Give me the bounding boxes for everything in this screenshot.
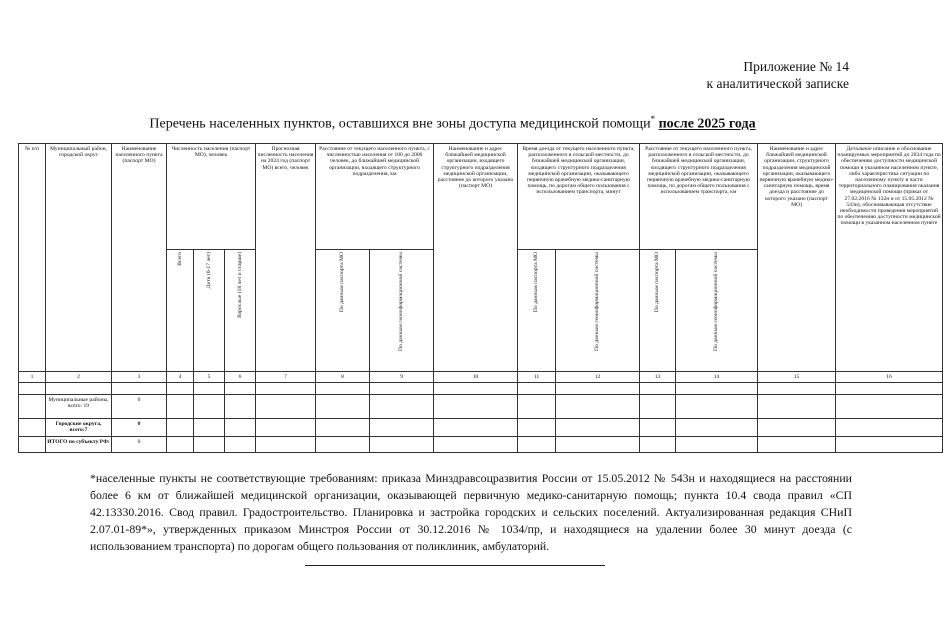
- column-number-row: [19, 372, 943, 383]
- page-title: [0, 114, 905, 133]
- row-value-total: 0: [112, 436, 167, 452]
- col-number: 8: [316, 372, 370, 383]
- footnote-text: *населенные пункты не соответствующие требованиям: приказа Минздравсоцразвития России от 15.05.2012 № 543н и находящиеся на расстоянии более 6 км от ближайшей медицинской организации, оказывающей первичную медико-санитарную помощь; пункта 10.4 свода правил «СП 42.13330.2016. Свод правил. Градостроительство. Планировка и застройка городских и сельских поселений. Актуализированная редакция СНиП 2.07.01-89*», утвержденных приказом Минстроя России от 30.12.2016 № 1034/пр, и находящиеся на удалении более 30 минут доезда (с использованием транспорта) по дорогам общего пользования от поликлиник, амбулаторий.: [90, 471, 852, 553]
- table-row: [19, 436, 943, 452]
- col-number: 2: [46, 372, 112, 383]
- col-header-measures: Детальное описание и обоснование планируемых мероприятий до 2034 года по обеспечению доступности медицинской помощи в указанном населенном пункте, либо характеристика ситуации по населенному пункту в части территориального планирования оказания медицинской помощи (приказ от 27.02.2016 № 132н и от 15.05.2012 № 543н), обосновывающая отсутствие необходимости проведения мероприятий по обеспечению доступности медицинской помощи в указанном населенном пункте: [836, 144, 943, 372]
- col-number: 9: [370, 372, 434, 383]
- col-number: 14: [676, 372, 758, 383]
- col-number: 12: [556, 372, 640, 383]
- row-label-city-districts: Городские округа, всего:7: [46, 419, 112, 436]
- col-header-adults: Взрослые (18 лет и старше): [225, 250, 256, 372]
- row-value-city-districts: 0: [112, 419, 167, 436]
- col-header-total: Всего: [167, 250, 194, 372]
- col-header-children: Дети (0-17 лет): [194, 250, 225, 372]
- title-asterisk: *: [650, 114, 656, 124]
- title-main: Перечень населенных пунктов, оставшихся вне зоны доступа медицинской помощи: [149, 116, 651, 132]
- row-value-districts: 0: [112, 395, 167, 419]
- title-emphasis: после 2025 года: [658, 116, 756, 132]
- header-row-1: [19, 144, 943, 250]
- col-header-road-distance-group: Расстояние от текущего населенного пункта, расположенного в сельской местности, до ближайшей медицинской организации, входящего структурного подразделения медицинской организации, оказывающего первичную врачебную медико-санитарную помощь, по дорогам общего пользования с использованием транспорта, км: [640, 144, 758, 250]
- col-number: 16: [836, 372, 943, 383]
- settlements-table: [18, 143, 943, 453]
- col-header-district: Муниципальный район, городской округ: [46, 144, 112, 372]
- col-header-nearest-org: Наименование и адрес ближайшей медицинской организации, входящего структурного подразделения медицинской организации, расстояние до которого указано (паспорт МО): [434, 144, 518, 372]
- row-label-districts: Муниципальные районы, всего: 19: [46, 395, 112, 419]
- table-row: [19, 395, 943, 419]
- col-header-distance-passport: По данным паспорта МО: [316, 250, 370, 372]
- col-header-travel-time-group: Время доезда от текущего населенного пункта, расположенного в сельской местности, до ближайшей медицинской организации, входящего структурного подразделения медицинской организации, оказывающего первичную врачебную медико-санитарную помощь, по дорогам общего пользования с использованием транспорта, минут: [518, 144, 640, 250]
- col-header-number: № п/п: [19, 144, 46, 372]
- col-number: 10: [434, 372, 518, 383]
- footnote: [90, 470, 852, 555]
- appendix-header: [707, 58, 849, 92]
- col-header-forecast: Прогнозная численность населения на 2024 год (паспорт МО) всего, человек: [256, 144, 316, 372]
- col-header-time-passport: По данным паспорта МО: [518, 250, 556, 372]
- col-number: 3: [112, 372, 167, 383]
- col-number: 5: [194, 372, 225, 383]
- col-number: 6: [225, 372, 256, 383]
- col-header-population: Численность населения (паспорт МО), человек: [167, 144, 256, 250]
- col-header-primary-care-org: Наименование и адрес ближайшей медицинской организации, структурного подразделения медицинской организации, оказывающего первичную врачебную медико-санитарную помощь, время доезда и расстояние до которого указано (паспорт МО): [758, 144, 836, 372]
- col-number: 11: [518, 372, 556, 383]
- bottom-divider: [305, 565, 605, 566]
- col-header-time-gis: По данным геоинформационной системы: [556, 250, 640, 372]
- empty-row: [19, 383, 943, 395]
- col-header-road-gis: По данным геоинформационной системы: [676, 250, 758, 372]
- col-number: 1: [19, 372, 46, 383]
- col-number: 7: [256, 372, 316, 383]
- col-number: 15: [758, 372, 836, 383]
- col-number: 4: [167, 372, 194, 383]
- col-header-settlement: Наименование населенного пункта (паспорт МО): [112, 144, 167, 372]
- col-header-road-passport: По данным паспорта МО: [640, 250, 676, 372]
- appendix-subtitle: к аналитической записке: [706, 76, 849, 91]
- row-label-total: ИТОГО по субъекту РФ:: [46, 436, 112, 452]
- appendix-number: Приложение № 14: [743, 59, 849, 74]
- col-header-distance-group: Расстояние от текущего населенного пункта, с численностью населения от 100 до 2000 человек, до ближайшей медицинской организации, входящего структурного подразделения, км: [316, 144, 434, 250]
- col-header-distance-gis: По данным геоинформационной системы: [370, 250, 434, 372]
- col-number: 13: [640, 372, 676, 383]
- table-row: [19, 419, 943, 436]
